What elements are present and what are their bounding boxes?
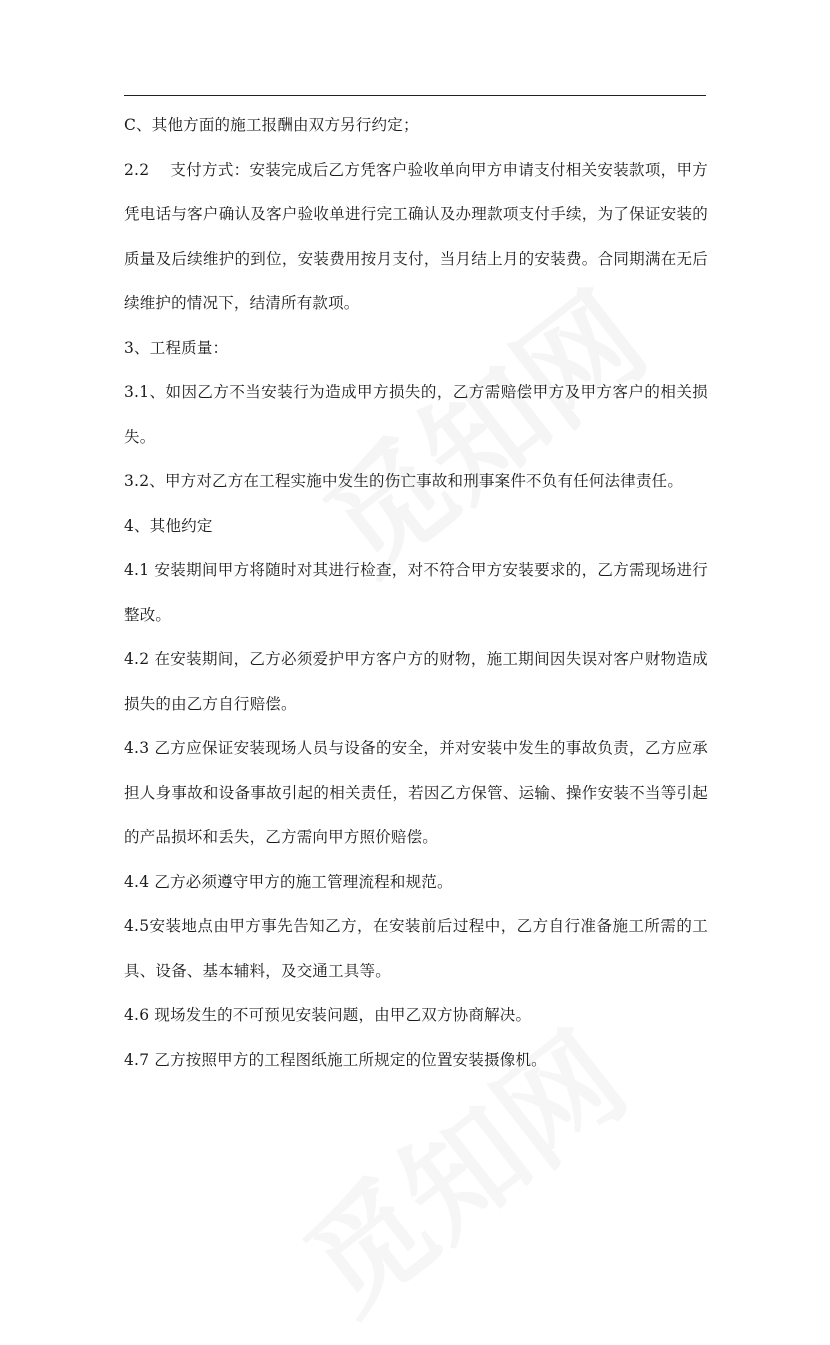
paragraph-4-3: 4.3 乙方应保证安装现场人员与设备的安全，并对安装中发生的事故负责，乙方应承担人身事故和设备事故引起的相关责任，若因乙方保管、运输、操作安装不当等引起的产品损坏和丢失，乙方需向甲方照价赔偿。 <box>124 739 708 846</box>
paragraph-2-2-payment-method: 2.2 支付方式：安装完成后乙方凭客户验收单向甲方申请支付相关安装款项，甲方凭电话与客户确认及客户验收单进行完工确认及办理款项支付手续，为了保证安装的质量及后续维护的到位，安装费用按月支付，当月结上月的安装费。合同期满在无后续维护的情况下，结清所有款项。 <box>124 160 708 312</box>
paragraph-c-other-compensation: C、其他方面的施工报酬由双方另行约定； <box>124 116 419 134</box>
paragraph-4-2: 4.2 在安装期间，乙方必须爱护甲方客户方的财物，施工期间因失误对客户财物造成损失的由乙方自行赔偿。 <box>124 650 708 713</box>
document-body <box>124 103 708 1082</box>
header-rule <box>124 95 706 96</box>
paragraph-3-2: 3.2、甲方对乙方在工程实施中发生的伤亡事故和刑事案件不负有任何法律责任。 <box>124 472 684 490</box>
paragraph-4-4: 4.4 乙方必须遵守甲方的施工管理流程和规范。 <box>124 872 453 891</box>
paragraph-4-7: 4.7 乙方按照甲方的工程图纸施工所规定的位置安装摄像机。 <box>124 1050 547 1069</box>
paragraph-4-1: 4.1 安装期间甲方将随时对其进行检查，对不符合甲方安装要求的，乙方需现场进行整改。 <box>124 561 708 624</box>
paragraph-4-5: 4.5安装地点由甲方事先告知乙方，在安装前后过程中，乙方自行准备施工所需的工具、设备、基本辅料，及交通工具等。 <box>124 917 708 980</box>
paragraph-3-1: 3.1、如因乙方不当安装行为造成甲方损失的，乙方需赔偿甲方及甲方客户的相关损失。 <box>124 383 708 446</box>
heading-3-quality: 3、工程质量： <box>124 338 229 357</box>
heading-4-other: 4、其他约定 <box>124 516 213 535</box>
paragraph-4-6: 4.6 现场发生的不可预见安装问题，由甲乙双方协商解决。 <box>124 1006 532 1024</box>
